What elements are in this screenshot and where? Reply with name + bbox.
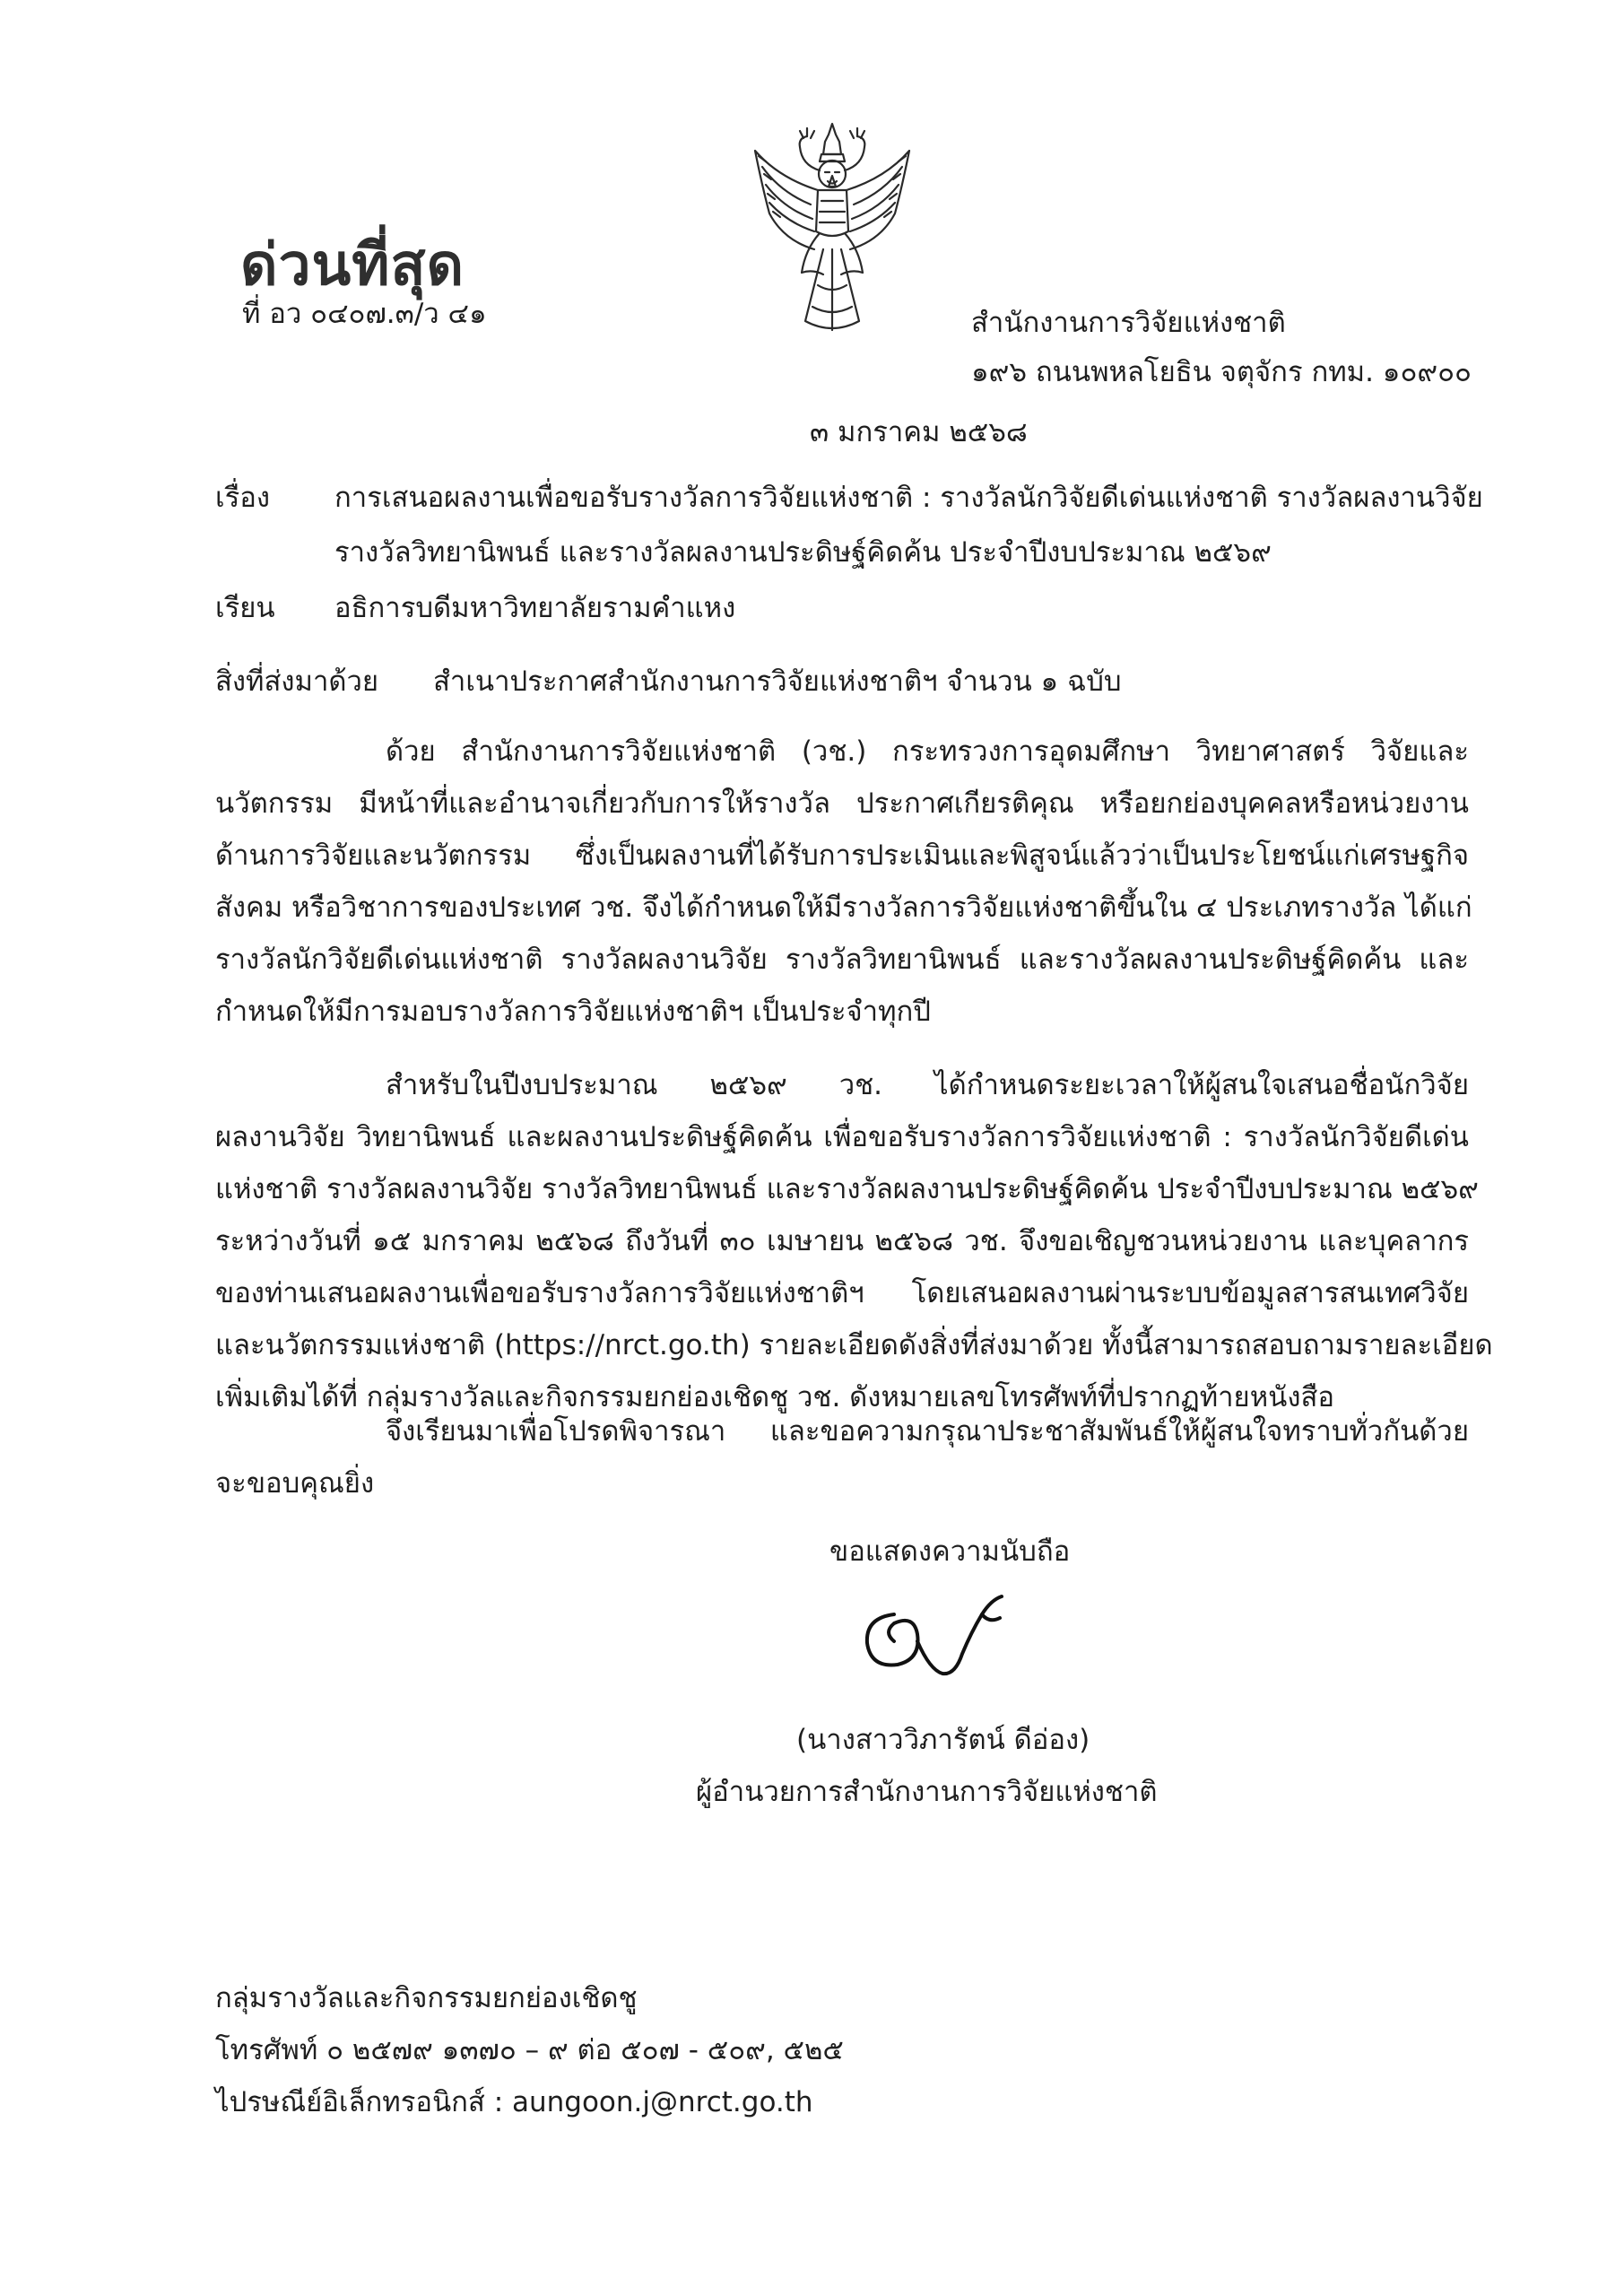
body-paragraph-2-line: ผลงานวิจัย วิทยานิพนธ์ และผลงานประดิษฐ์คิดค้น เพื่อขอรับรางวัลการวิจัยแห่งชาติ : รางวัลนักวิจัยดีเด่น bbox=[215, 1121, 1469, 1153]
issuing-organization: สำนักงานการวิจัยแห่งชาติ bbox=[971, 307, 1286, 339]
recipient-label: เรียน bbox=[215, 592, 275, 624]
subject-line-2: รางวัลวิทยานิพนธ์ และรางวัลผลงานประดิษฐ์คิดค้น ประจำปีงบประมาณ ๒๕๖๙ bbox=[334, 536, 1272, 569]
body-paragraph-2-line: แห่งชาติ รางวัลผลงานวิจัย รางวัลวิทยานิพนธ์ และรางวัลผลงานประดิษฐ์คิดค้น ประจำปีงบประมาณ ๒๕๖๙ bbox=[215, 1173, 1479, 1205]
subject-line-1: การเสนอผลงานเพื่อขอรับรางวัลการวิจัยแห่งชาติ : รางวัลนักวิจัยดีเด่นแห่งชาติ รางวัลผลงานวิจัย bbox=[334, 482, 1483, 514]
body-paragraph-1-line: สังคม หรือวิชาการของประเทศ วช. จึงได้กำหนดให้มีรางวัลการวิจัยแห่งชาติขึ้นใน ๔ ประเภทรางวัล ได้แก่ bbox=[215, 891, 1472, 924]
body-paragraph-1-line: ด้านการวิจัยและนวัตกรรม ซึ่งเป็นผลงานที่ได้รับการประเมินและพิสูจน์แล้วว่าเป็นประโยชน์แก่เศรษฐกิจ bbox=[215, 839, 1469, 872]
body-paragraph-1-line: รางวัลนักวิจัยดีเด่นแห่งชาติ รางวัลผลงานวิจัย รางวัลวิทยานิพนธ์ และรางวัลผลงานประดิษฐ์คิดค้น และ bbox=[215, 944, 1469, 976]
enclosure-label: สิ่งที่ส่งมาด้วย bbox=[215, 665, 379, 698]
closing-salutation: ขอแสดงความนับถือ bbox=[829, 1535, 1071, 1568]
signer-name: (นางสาววิภารัตน์ ดีอ่อง) bbox=[796, 1724, 1090, 1756]
body-paragraph-3-line: จึงเรียนมาเพื่อโปรดพิจารณา และขอความกรุณาประชาสัมพันธ์ให้ผู้สนใจทราบทั่วกันด้วย bbox=[386, 1415, 1469, 1448]
body-paragraph-1-line: นวัตกรรม มีหน้าที่และอำนาจเกี่ยวกับการให้รางวัล ประกาศเกียรติคุณ หรือยกย่องบุคคลหรือหน่วยงาน bbox=[215, 787, 1469, 820]
urgency-heading: ด่วนที่สุด bbox=[240, 232, 465, 299]
contact-email: ไปรษณีย์อิเล็กทรอนิกส์ : aungoon.j@nrct.go.th bbox=[215, 2086, 813, 2118]
body-paragraph-2-line: สำหรับในปีงบประมาณ ๒๕๖๙ วช. ได้กำหนดระยะเวลาให้ผู้สนใจเสนอชื่อนักวิจัย bbox=[386, 1069, 1469, 1101]
body-paragraph-2-line: เพิ่มเติมได้ที่ กลุ่มรางวัลและกิจกรรมยกย่องเชิดชู วช. ดังหมายเลขโทรศัพท์ที่ปรากฏท้ายหนังสือ bbox=[215, 1381, 1335, 1413]
recipient-value: อธิการบดีมหาวิทยาลัยรามคำแหง bbox=[334, 592, 736, 624]
contact-telephone: โทรศัพท์ ๐ ๒๕๗๙ ๑๓๗๐ – ๙ ต่อ ๕๐๗ - ๕๐๙, ๕๒๕ bbox=[215, 2034, 844, 2066]
body-paragraph-2-line: ของท่านเสนอผลงานเพื่อขอรับรางวัลการวิจัยแห่งชาติฯ โดยเสนอผลงานผ่านระบบข้อมูลสารสนเทศวิจัย bbox=[215, 1277, 1469, 1309]
body-paragraph-2-line: ระหว่างวันที่ ๑๕ มกราคม ๒๕๖๘ ถึงวันที่ ๓๐ เมษายน ๒๕๖๘ วช. จึงขอเชิญชวนหน่วยงาน และบุคลากร bbox=[215, 1225, 1469, 1257]
body-paragraph-3-line: จะขอบคุณยิ่ง bbox=[215, 1467, 375, 1500]
handwritten-signature-icon bbox=[847, 1587, 1045, 1695]
document-reference-number: ที่ อว ๐๔๐๗.๓/ว ๔๑ bbox=[242, 298, 487, 330]
body-paragraph-1-line: ด้วย สำนักงานการวิจัยแห่งชาติ (วช.) กระทรวงการอุดมศึกษา วิทยาศาสตร์ วิจัยและ bbox=[386, 735, 1469, 768]
garuda-emblem-icon bbox=[743, 115, 922, 339]
organization-address: ๑๙๖ ถนนพหลโยธิน จตุจักร กทม. ๑๐๙๐๐ bbox=[971, 356, 1472, 388]
body-paragraph-2-line: และนวัตกรรมแห่งชาติ (https://nrct.go.th) รายละเอียดดังสิ่งที่ส่งมาด้วย ทั้งนี้สามารถสอบถามรายละเอียด bbox=[215, 1329, 1493, 1361]
body-paragraph-1-line: กำหนดให้มีการมอบรางวัลการวิจัยแห่งชาติฯ เป็นประจำทุกปี bbox=[215, 996, 931, 1028]
subject-label: เรื่อง bbox=[215, 482, 271, 514]
document-date: ๓ มกราคม ๒๕๖๘ bbox=[810, 416, 1028, 448]
contact-department: กลุ่มรางวัลและกิจกรรมยกย่องเชิดชู bbox=[215, 1982, 638, 2014]
enclosure-value: สำเนาประกาศสำนักงานการวิจัยแห่งชาติฯ จำนวน ๑ ฉบับ bbox=[433, 665, 1122, 698]
signer-position: ผู้อำนวยการสำนักงานการวิจัยแห่งชาติ bbox=[696, 1776, 1158, 1808]
